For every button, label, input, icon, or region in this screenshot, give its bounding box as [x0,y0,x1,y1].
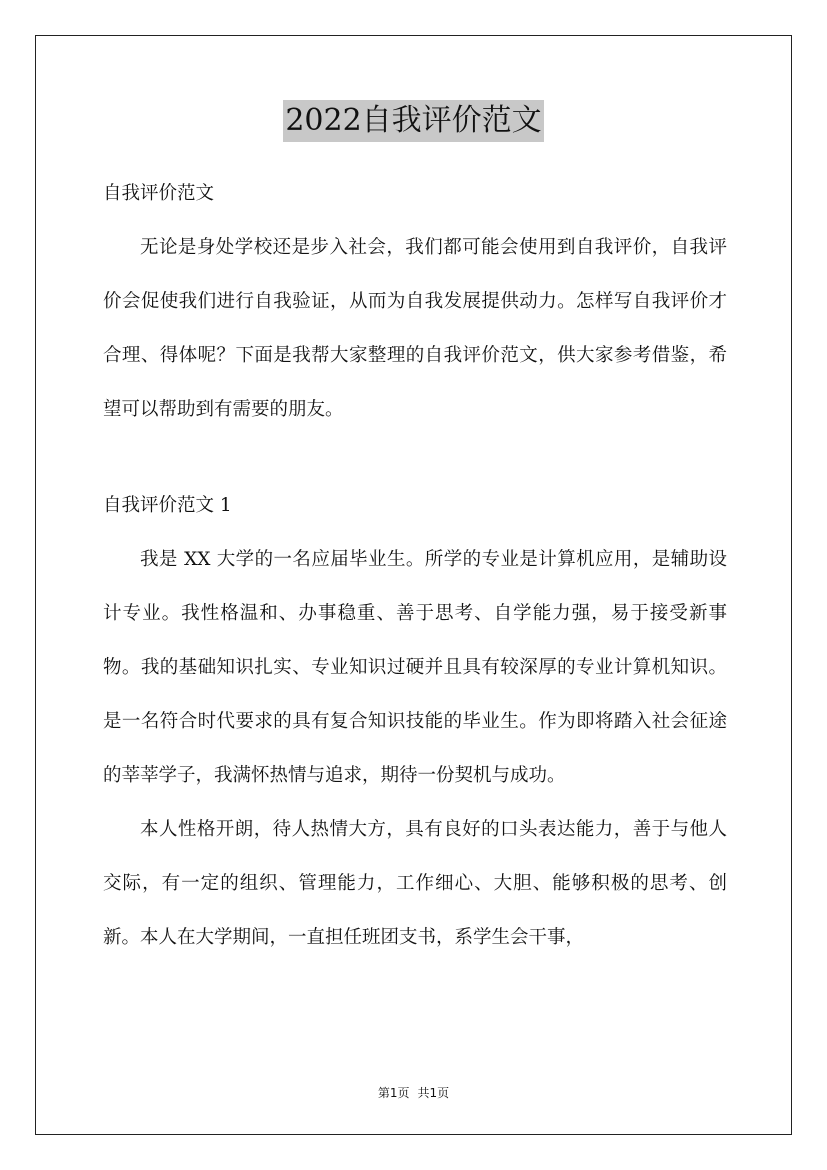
document-body [103,174,727,965]
intro-paragraph: 无论是身处学校还是步入社会，我们都可能会使用到自我评价，自我评价会促使我们进行自我验证，从而为自我发展提供动力。怎样写自我评价才合理、得体呢？下面是我帮大家整理的自我评价范文，供大家参考借鉴，希望可以帮助到有需要的朋友。 [103,237,727,420]
page-number: 第1页 [377,1086,410,1100]
document-title: 2022自我评价范文 [283,100,543,142]
section1-heading: 自我评价范文 1 [103,495,232,516]
page-footer [0,1084,827,1101]
page-total: 共1页 [417,1086,450,1100]
section1-paragraph-1: 我是 XX 大学的一名应届毕业生。所学的专业是计算机应用，是辅助设计专业。我性格温和、办事稳重、善于思考、自学能力强，易于接受新事物。我的基础知识扎实、专业知识过硬并且具有较深厚的专业计算机知识。是一名符合时代要求的具有复合知识技能的毕业生。作为即将踏入社会征途的莘莘学子，我满怀热情与追求，期待一份契机与成功。 [103,549,727,786]
section1-paragraph-2: 本人性格开朗，待人热情大方，具有良好的口头表达能力，善于与他人交际，有一定的组织、管理能力，工作细心、大胆、能够积极的思考、创新。本人在大学期间，一直担任班团支书，系学生会干事， [103,819,727,948]
intro-heading: 自我评价范文 [103,183,215,204]
title-container [0,100,827,142]
section-gap [103,437,727,486]
